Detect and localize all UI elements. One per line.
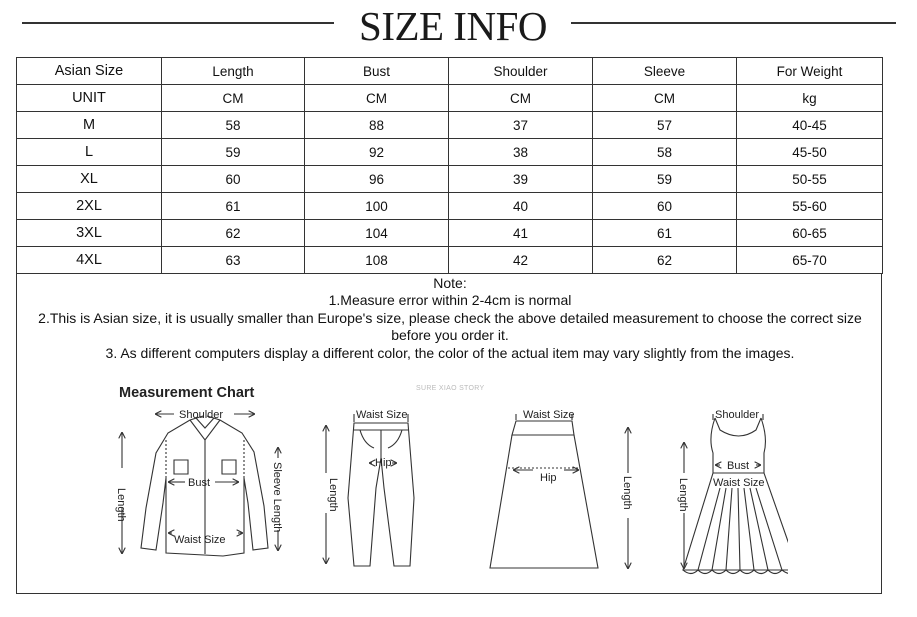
pants-length-label: Length [327,478,339,512]
table-row [17,166,883,193]
table-cell: 62 [162,220,305,247]
table-cell: 4XL [17,247,162,274]
table-cell: CM [162,85,305,112]
table-cell: 60 [162,166,305,193]
table-row [17,112,883,139]
table-cell: 57 [593,112,737,139]
table-cell: 3XL [17,220,162,247]
table-cell: 61 [593,220,737,247]
shirt-shoulder-label: Shoulder [179,409,224,421]
table-cell: 88 [305,112,449,139]
dress-icon [683,418,788,574]
table-row [17,193,883,220]
table-cell: 40 [449,193,593,220]
skirt-waist-size-label: Waist Size [523,409,575,421]
table-cell: 61 [162,193,305,220]
table-cell: CM [305,85,449,112]
column-header: Asian Size [17,58,162,85]
table-cell: 108 [305,247,449,274]
table-row [17,220,883,247]
header-rule-left [22,22,334,24]
size-table [16,57,883,274]
table-cell: 58 [593,139,737,166]
table-cell: 92 [305,139,449,166]
note-3: 3. As different computers display a different color, the color of the actual item may vary slightly from the images. [105,344,795,361]
page-title: SIZE INFO [359,3,547,49]
table-cell: 62 [593,247,737,274]
table-cell: 60-65 [737,220,883,247]
table-cell: 55-60 [737,193,883,220]
skirt-hip-label: Hip [540,472,557,484]
dress-waist-size-label: Waist Size [713,477,765,489]
dress-shoulder-label: Shoulder [715,409,760,421]
table-row [17,139,883,166]
note-1: 1.Measure error within 2-4cm is normal [328,292,572,309]
watermark: SURE XIAO STORY [416,385,485,392]
table-cell: 38 [449,139,593,166]
skirt-icon [490,421,598,568]
table-cell: CM [449,85,593,112]
table-cell: L [17,139,162,166]
shirt-waist-size-label: Waist Size [174,534,226,546]
column-header: Length [162,58,305,85]
pants-waist-size-label: Waist Size [356,409,408,421]
table-cell: 50-55 [737,166,883,193]
table-cell: 2XL [17,193,162,220]
pants-hip-label: Hip [375,457,392,469]
skirt-length-label: Length [621,476,633,510]
table-cell: 58 [162,112,305,139]
pants-icon [348,423,414,566]
table-cell: XL [17,166,162,193]
header-rule-right [571,22,896,24]
dress-bust-label: Bust [727,460,750,472]
measurement-chart [108,378,788,588]
shirt-bust-label: Bust [188,477,211,489]
note-2-continued: before you order it. [391,327,509,344]
note-2: 2.This is Asian size, it is usually smaller than Europe's size, please check the above detailed measurement to choose the correct size [38,309,862,326]
table-row [17,247,883,274]
table-cell: 60 [593,193,737,220]
column-header: Sleeve [593,58,737,85]
column-header: Bust [305,58,449,85]
shirt-sleeve-length-label: Sleeve Length [271,462,283,533]
table-cell: 37 [449,112,593,139]
table-cell: 100 [305,193,449,220]
table-cell: kg [737,85,883,112]
table-cell: 42 [449,247,593,274]
table-cell: 63 [162,247,305,274]
table-cell: 59 [162,139,305,166]
measurement-chart-title: Measurement Chart [119,385,255,401]
table-cell: 39 [449,166,593,193]
table-cell: 65-70 [737,247,883,274]
dress-length-label: Length [677,478,689,512]
table-header-row [17,58,883,85]
table-cell: UNIT [17,85,162,112]
table-cell: 40-45 [737,112,883,139]
notes-heading: Note: [433,275,467,291]
table-cell: 104 [305,220,449,247]
table-cell: M [17,112,162,139]
table-cell: 59 [593,166,737,193]
column-header: For Weight [737,58,883,85]
table-row [17,85,883,112]
notes [17,275,883,362]
column-header: Shoulder [449,58,593,85]
table-cell: CM [593,85,737,112]
table-cell: 41 [449,220,593,247]
table-cell: 45-50 [737,139,883,166]
table-cell: 96 [305,166,449,193]
measurement-chart-drawing [108,378,788,588]
header [0,0,917,56]
shirt-length-label: Length [115,488,127,522]
